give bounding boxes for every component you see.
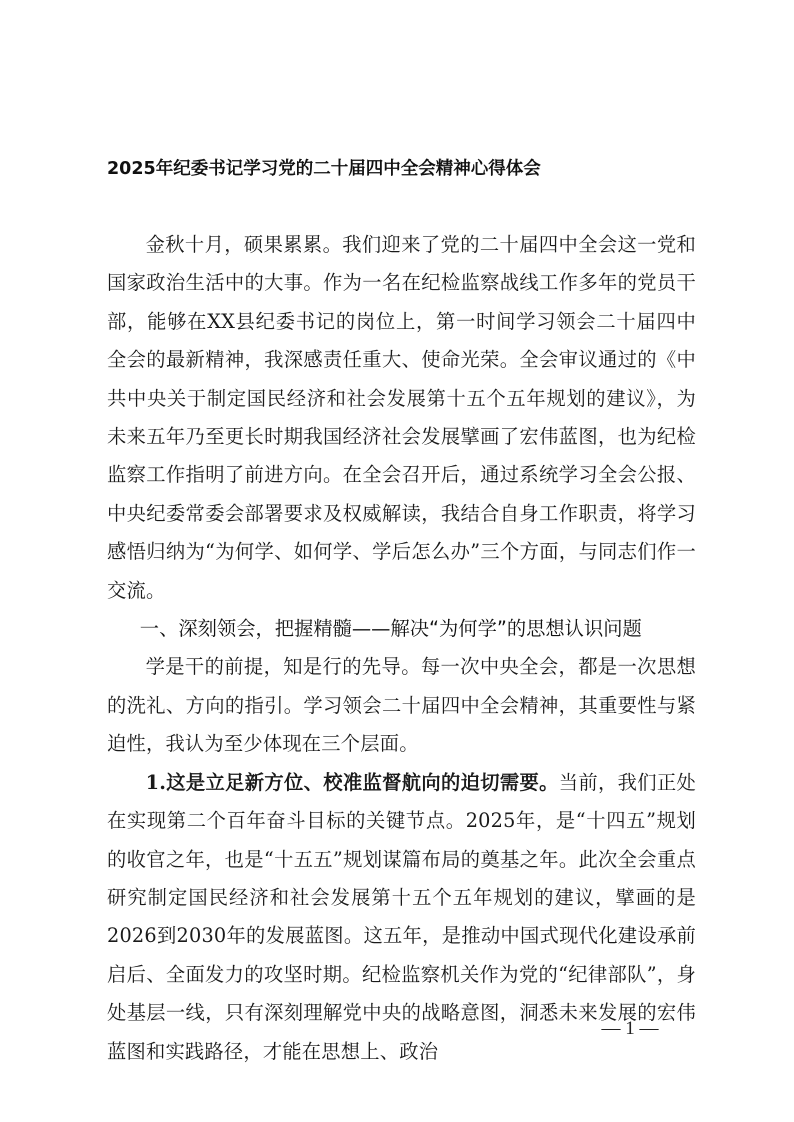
intro-paragraph: 金秋十月，硕果累累。我们迎来了党的二十届四中全会这一党和国家政治生活中的大事。作为一名在纪检监察战线工作多年的党员干部，能够在XX县纪委书记的岗位上，第一时间学习领会二十届四中全会的最新精神，我深感责任重大、使命光荣。全会审议通过的《中共中央关于制定国民经济和社会发展第十五个五年规划的建议》，为未来五年乃至更长时期我国经济社会发展擘画了宏伟蓝图，也为纪检监察工作指明了前进方向。在全会召开后，通过系统学习全会公报、中央纪委常委会部署要求及权威解读，我结合自身工作职责，将学习感悟归纳为“为何学、如何学、学后怎么办”三个方面，与同志们作一交流。	[107, 233, 696, 602]
point-1-lead: 1.这是立足新方位、校准监督航向的迫切需要。	[145, 770, 559, 794]
document-title: 2025年纪委书记学习党的二十届四中全会精神心得体会	[107, 159, 541, 179]
page-number: — 1 —	[601, 1018, 659, 1039]
section-heading: 一、深刻领会，把握精髓——解决“为何学”的思想认识问题	[139, 617, 642, 641]
point-1-body: 当前，我们正处在实现第二个百年奋斗目标的关键节点。2025年，是“十四五”规划的收官之年，也是“十五五”规划谋篇布局的奠基之年。此次全会重点研究制定国民经济和社会发展第十五个五年规划的建议，擘画的是2026到2030年的发展蓝图。这五年，是推动中国式现代化建设承前启后、全面发力的攻坚时期。纪检监察机关作为党的“纪律部队”，身处基层一线，只有深刻理解党中央的战略意图，洞悉未来发展的宏伟蓝图和实践路径，才能在思想上、政治	[107, 770, 696, 1063]
section-intro-paragraph: 学是干的前提，知是行的先导。每一次中央全会，都是一次思想的洗礼、方向的指引。学习领会二十届四中全会精神，其重要性与紧迫性，我认为至少体现在三个层面。	[107, 655, 696, 756]
document-body	[107, 226, 696, 1071]
